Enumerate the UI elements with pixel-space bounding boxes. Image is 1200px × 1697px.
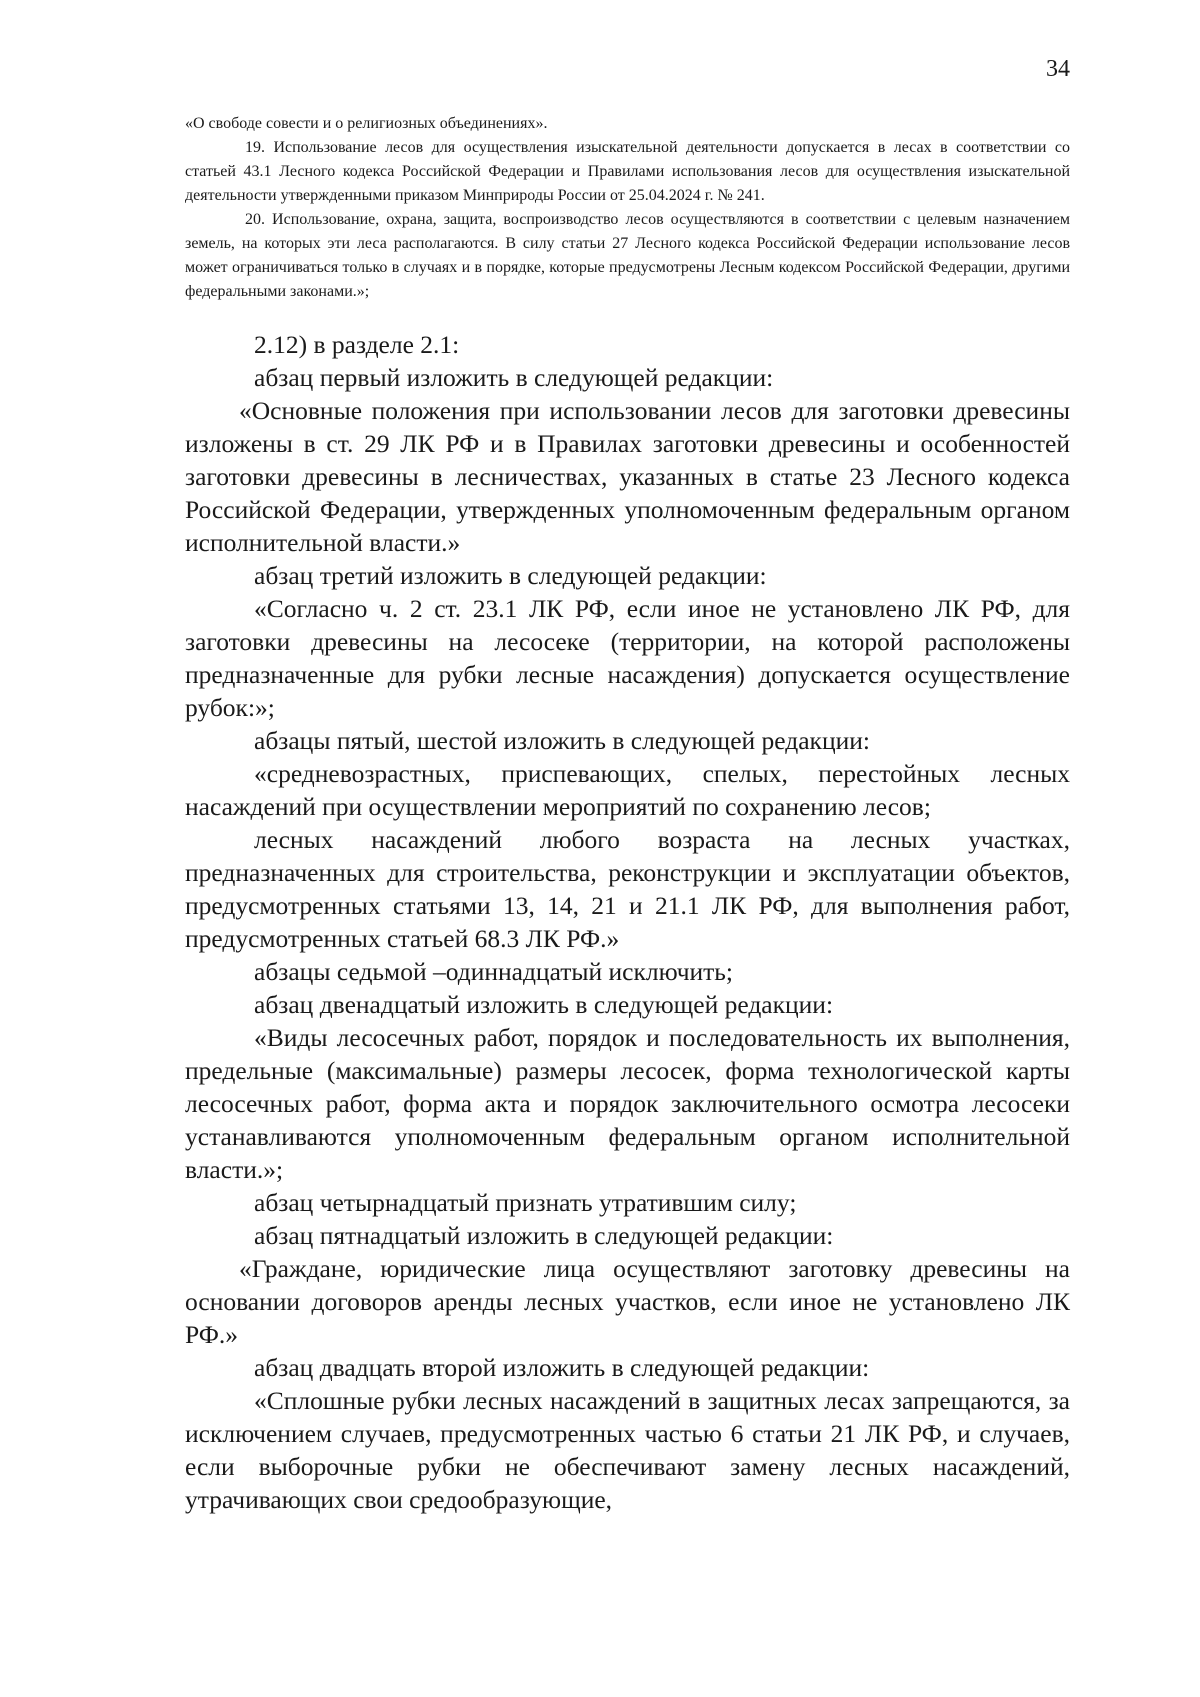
paragraph: «Согласно ч. 2 ст. 23.1 ЛК РФ, если иное не установлено ЛК РФ, для заготовки древесины на лесосеке (территории, на которой расположены предназначенные для рубки лесные насаждения) допускается осуществление рубок:»; [185, 594, 1070, 722]
paragraph: абзац двадцать второй изложить в следующей редакции: [254, 1353, 870, 1382]
paragraph: 2.12) в разделе 2.1: [254, 330, 460, 359]
small-text-block [185, 112, 1070, 304]
paragraph: абзац двенадцатый изложить в следующей редакции: [254, 990, 834, 1019]
paragraph: 19. Использование лесов для осуществления изыскательной деятельности допускается в лесах в соответствии со статьей 43.1 Лесного кодекса Российской Федерации и Правилами использования лесов для осуществления изыскательной деятельности утвержденными приказом Минприроды России от 25.04.2024 г. № 241. [185, 139, 1070, 204]
paragraph: «Виды лесосечных работ, порядок и последовательность их выполнения, предельные (максимальные) размеры лесосек, форма технологической карты лесосечных работ, форма акта и порядок заключительного осмотра лесосеки устанавливаются уполномоченным федеральным органом исполнительной власти.»; [185, 1023, 1070, 1184]
paragraph: 20. Использование, охрана, защита, воспроизводство лесов осуществляются в соответствии с целевым назначением земель, на которых эти леса располагаются. В силу статьи 27 Лесного кодекса Российской Федерации использование лесов может ограничиваться только в случаях и в порядке, которые предусмотрены Лесным кодексом Российской Федерации, другими федеральными законами.»; [185, 211, 1070, 300]
paragraph: «О свободе совести и о религиозных объединениях». [185, 115, 548, 132]
paragraph: абзац пятнадцатый изложить в следующей редакции: [254, 1221, 834, 1250]
paragraph: абзацы пятый, шестой изложить в следующей редакции: [254, 726, 870, 755]
paragraph: абзац третий изложить в следующей редакции: [254, 561, 767, 590]
paragraph: «Основные положения при использовании лесов для заготовки древесины изложены в ст. 29 ЛК РФ и в Правилах заготовки древесины и особенностей заготовки древесины в лесничествах, указанных в статье 23 Лесного кодекса Российской Федерации, утвержденных уполномоченным федеральным органом исполнительной власти.» [185, 396, 1070, 557]
document-body [185, 112, 1070, 1516]
paragraph: «средневозрастных, приспевающих, спелых, перестойных лесных насаждений при осуществлении мероприятий по сохранению лесов; [185, 759, 1070, 821]
paragraph: абзацы седьмой –одиннадцатый исключить; [254, 957, 734, 986]
paragraph: абзац первый изложить в следующей редакции: [254, 363, 774, 392]
paragraph: «Сплошные рубки лесных насаждений в защитных лесах запрещаются, за исключением случаев, предусмотренных частью 6 статьи 21 ЛК РФ, и случаев, если выборочные рубки не обеспечивают замену лесных насаждений, утрачивающих свои средообразующие, [185, 1386, 1070, 1514]
paragraph: лесных насаждений любого возраста на лесных участках, предназначенных для строительства, реконструкции и эксплуатации объектов, предусмотренных статьями 13, 14, 21 и 21.1 ЛК РФ, для выполнения работ, предусмотренных статьей 68.3 ЛК РФ.» [185, 825, 1070, 953]
paragraph: абзац четырнадцатый признать утратившим силу; [254, 1188, 797, 1217]
large-text-block [185, 328, 1070, 1516]
page-number: 34 [1046, 56, 1070, 82]
paragraph: «Граждане, юридические лица осуществляют заготовку древесины на основании договоров аренды лесных участков, если иное не установлено ЛК РФ.» [185, 1254, 1070, 1349]
